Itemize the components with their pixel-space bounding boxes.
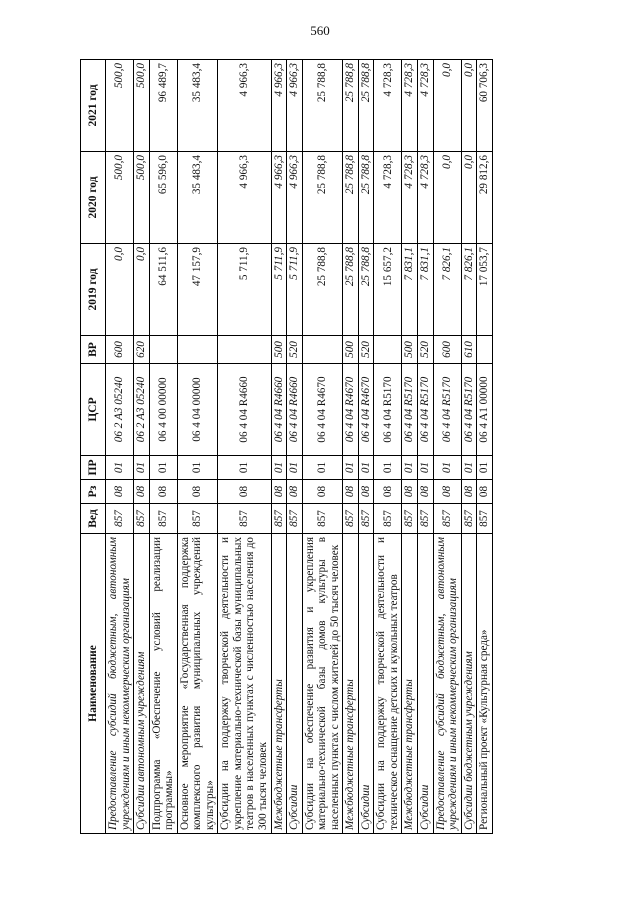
row-name: Субсидии [418, 534, 434, 834]
row-rz: 08 [134, 480, 150, 504]
row-2019: 15 657,2 [374, 244, 402, 336]
table-row [374, 60, 402, 834]
row-2021: 4 728,3 [374, 60, 402, 152]
row-2020: 4 728,3 [402, 152, 418, 244]
table-row [302, 60, 343, 834]
row-ved: 857 [287, 504, 303, 534]
row-csr: 06 4 04 R5170 [418, 364, 434, 456]
row-vr: 500 [343, 336, 359, 364]
row-name: Субсидии [287, 534, 303, 834]
row-pr: 01 [477, 456, 493, 480]
table-row [402, 60, 418, 834]
row-pr: 01 [374, 456, 402, 480]
row-2021: 25 788,8 [358, 60, 374, 152]
row-2019: 5 711,9 [271, 244, 287, 336]
row-ved: 857 [343, 504, 359, 534]
header-vr: ВР [81, 336, 106, 364]
row-csr: 06 4 04 R5170 [402, 364, 418, 456]
header-2019: 2019 год [81, 244, 106, 336]
table-row [106, 60, 134, 834]
row-pr: 01 [218, 456, 271, 480]
row-pr: 01 [343, 456, 359, 480]
row-name: Межбюджетные трансферты [402, 534, 418, 834]
row-vr [177, 336, 218, 364]
row-2021: 0,0 [461, 60, 477, 152]
row-name: Предоставление субсидий бюджетным, автономным учреждениям и иным некоммерческим организациям [433, 534, 461, 834]
row-2020: 25 788,8 [358, 152, 374, 244]
row-rz: 08 [343, 480, 359, 504]
row-rz: 08 [218, 480, 271, 504]
header-pr: ПР [81, 456, 106, 480]
row-2019: 25 788,8 [358, 244, 374, 336]
header-2020: 2020 год [81, 152, 106, 244]
row-2021: 25 788,8 [302, 60, 343, 152]
header-rz: Рз [81, 480, 106, 504]
row-ved: 857 [149, 504, 177, 534]
row-2019: 7 831,1 [402, 244, 418, 336]
budget-table [80, 59, 493, 834]
row-2019: 7 826,1 [433, 244, 461, 336]
row-vr: 520 [358, 336, 374, 364]
row-2021: 4 966,3 [271, 60, 287, 152]
row-vr: 620 [134, 336, 150, 364]
row-pr: 01 [134, 456, 150, 480]
row-2020: 4 966,3 [218, 152, 271, 244]
row-name: Субсидии [358, 534, 374, 834]
table-row [358, 60, 374, 834]
row-rz: 08 [402, 480, 418, 504]
row-2020: 65 596,0 [149, 152, 177, 244]
row-ved: 857 [402, 504, 418, 534]
header-ved: Вед [81, 504, 106, 534]
row-2021: 4 966,3 [218, 60, 271, 152]
row-pr: 01 [287, 456, 303, 480]
row-2021: 500,0 [106, 60, 134, 152]
row-pr: 01 [461, 456, 477, 480]
row-vr [302, 336, 343, 364]
row-2021: 4 728,3 [418, 60, 434, 152]
row-2020: 0,0 [433, 152, 461, 244]
row-2020: 25 788,8 [343, 152, 359, 244]
row-ved: 857 [461, 504, 477, 534]
row-pr: 01 [433, 456, 461, 480]
row-vr [374, 336, 402, 364]
header-2021: 2021 год [81, 60, 106, 152]
row-name: Субсидии автономным учреждениям [134, 534, 150, 834]
row-2020: 4 728,3 [374, 152, 402, 244]
row-pr: 01 [302, 456, 343, 480]
row-vr [149, 336, 177, 364]
row-name: Межбюджетные трансферты [271, 534, 287, 834]
table-row [149, 60, 177, 834]
row-2019: 7 826,1 [461, 244, 477, 336]
row-ved: 857 [418, 504, 434, 534]
row-name: Подпрограмма «Обеспечение условий реализации программы» [149, 534, 177, 834]
row-2019: 47 157,9 [177, 244, 218, 336]
row-pr: 01 [402, 456, 418, 480]
row-pr: 01 [418, 456, 434, 480]
row-rz: 08 [374, 480, 402, 504]
row-2021: 0,0 [433, 60, 461, 152]
row-2019: 0,0 [106, 244, 134, 336]
row-2021: 25 788,8 [343, 60, 359, 152]
row-csr: 06 2 A3 05240 [106, 364, 134, 456]
row-name: Региональный проект «Культурная среда» [477, 534, 493, 834]
row-rz: 08 [358, 480, 374, 504]
row-rz: 08 [287, 480, 303, 504]
row-vr: 520 [287, 336, 303, 364]
row-rz: 08 [271, 480, 287, 504]
row-vr: 600 [106, 336, 134, 364]
row-ved: 857 [106, 504, 134, 534]
page-number: 560 [310, 23, 330, 38]
row-csr: 06 4 04 R4660 [218, 364, 271, 456]
row-2021: 35 483,4 [177, 60, 218, 152]
row-ved: 857 [433, 504, 461, 534]
row-csr: 06 4 04 R4670 [302, 364, 343, 456]
row-csr: 06 4 04 R4670 [343, 364, 359, 456]
row-2020: 500,0 [134, 152, 150, 244]
table-row [271, 60, 287, 834]
row-vr: 500 [271, 336, 287, 364]
row-csr: 06 4 A1 00000 [477, 364, 493, 456]
row-csr: 06 4 04 R5170 [374, 364, 402, 456]
row-2019: 25 788,8 [343, 244, 359, 336]
row-2019: 0,0 [134, 244, 150, 336]
row-ved: 857 [218, 504, 271, 534]
row-rz: 08 [477, 480, 493, 504]
row-csr: 06 4 04 R5170 [461, 364, 477, 456]
row-2021: 4 966,3 [287, 60, 303, 152]
row-vr: 500 [402, 336, 418, 364]
row-csr: 06 4 04 00000 [177, 364, 218, 456]
row-vr [218, 336, 271, 364]
row-2021: 96 489,7 [149, 60, 177, 152]
row-2019: 25 788,8 [302, 244, 343, 336]
row-ved: 857 [302, 504, 343, 534]
table-row [433, 60, 461, 834]
table-row [218, 60, 271, 834]
row-vr: 600 [433, 336, 461, 364]
table-row [477, 60, 493, 834]
row-rz: 08 [302, 480, 343, 504]
row-2020: 500,0 [106, 152, 134, 244]
row-2020: 29 812,6 [477, 152, 493, 244]
row-csr: 06 4 04 R5170 [433, 364, 461, 456]
row-2019: 64 511,6 [149, 244, 177, 336]
budget-table-container [80, 60, 527, 834]
table-row [177, 60, 218, 834]
row-ved: 857 [177, 504, 218, 534]
row-vr [477, 336, 493, 364]
row-name: Субсидии на обеспечение развития и укрепления материально-технической базы домов культуры в населенных пунктах с числом жителей до 50 тысяч человек [302, 534, 343, 834]
table-row [287, 60, 303, 834]
row-rz: 08 [149, 480, 177, 504]
row-pr: 01 [271, 456, 287, 480]
row-ved: 857 [358, 504, 374, 534]
row-pr: 01 [177, 456, 218, 480]
row-name: Предоставление субсидий бюджетным, автономным учреждениям и иным некоммерческим организациям [106, 534, 134, 834]
row-vr: 520 [418, 336, 434, 364]
row-name: Межбюджетные трансферты [343, 534, 359, 834]
table-row [418, 60, 434, 834]
row-csr: 06 4 04 R4660 [271, 364, 287, 456]
row-name: Субсидии на поддержку творческой деятельности и укрепление материально-технической базы муниципальных театров в населенных пунктах с численностью населения до 300 тысяч человек [218, 534, 271, 834]
row-csr: 06 4 00 00000 [149, 364, 177, 456]
row-2019: 5 711,9 [287, 244, 303, 336]
row-pr: 01 [106, 456, 134, 480]
row-2020: 25 788,8 [302, 152, 343, 244]
row-2020: 4 728,3 [418, 152, 434, 244]
header-csr: ЦСР [81, 364, 106, 456]
row-pr: 01 [149, 456, 177, 480]
row-2021: 60 706,3 [477, 60, 493, 152]
row-2020: 4 966,3 [271, 152, 287, 244]
row-name: Субсидии на поддержку творческой деятельности и техническое оснащение детских и кукольных театров [374, 534, 402, 834]
table-row [461, 60, 477, 834]
row-rz: 08 [418, 480, 434, 504]
row-csr: 06 4 04 R4660 [287, 364, 303, 456]
row-2020: 0,0 [461, 152, 477, 244]
row-2021: 4 728,3 [402, 60, 418, 152]
row-ved: 857 [271, 504, 287, 534]
header-name: Наименование [81, 534, 106, 834]
row-name: Основное мероприятие «Государственная поддержка комплексного развития муниципальных учреждений культуры» [177, 534, 218, 834]
row-rz: 08 [433, 480, 461, 504]
row-2019: 5 711,9 [218, 244, 271, 336]
row-name: Субсидии бюджетным учреждениям [461, 534, 477, 834]
row-2021: 500,0 [134, 60, 150, 152]
row-csr: 06 2 A3 05240 [134, 364, 150, 456]
row-csr: 06 4 04 R4670 [358, 364, 374, 456]
row-ved: 857 [477, 504, 493, 534]
row-2019: 17 053,7 [477, 244, 493, 336]
row-ved: 857 [374, 504, 402, 534]
row-rz: 08 [106, 480, 134, 504]
table-body [106, 60, 493, 834]
row-rz: 08 [461, 480, 477, 504]
table-header-row [81, 60, 106, 834]
row-ved: 857 [134, 504, 150, 534]
row-2020: 4 966,3 [287, 152, 303, 244]
row-pr: 01 [358, 456, 374, 480]
table-row [134, 60, 150, 834]
table-row [343, 60, 359, 834]
row-rz: 08 [177, 480, 218, 504]
row-2019: 7 831,1 [418, 244, 434, 336]
row-vr: 610 [461, 336, 477, 364]
row-2020: 35 483,4 [177, 152, 218, 244]
